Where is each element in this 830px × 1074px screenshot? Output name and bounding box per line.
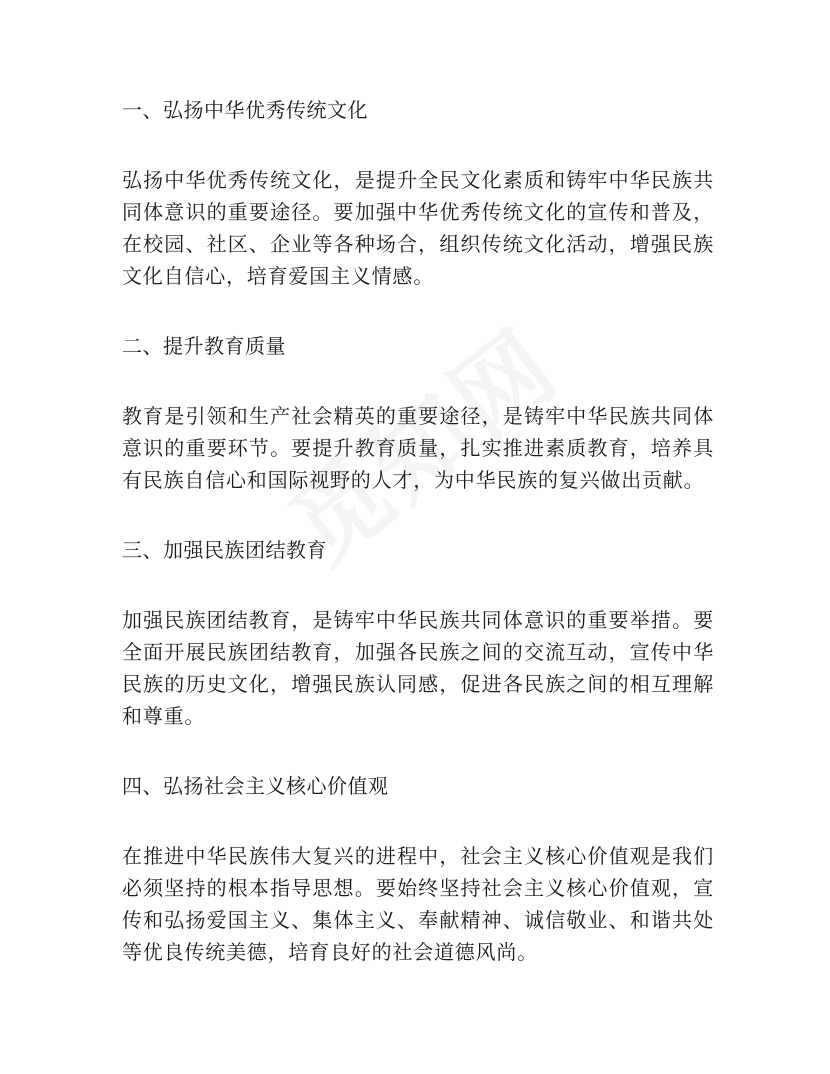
section-heading: 四、弘扬社会主义核心价值观	[122, 774, 389, 798]
section-4	[122, 770, 714, 968]
section-paragraph: 在推进中华民族伟大复兴的进程中，社会主义核心价值观是我们必须坚持的根本指导思想。要始终坚持社会主义核心价值观，宣传和弘扬爱国主义、集体主义、奉献精神、诚信敬业、和谐共处等优良传统美德，培育良好的社会道德风尚。	[122, 844, 714, 964]
section-paragraph: 弘扬中华优秀传统文化，是提升全民文化素质和铸牢中华民族共同体意识的重要途径。要加强中华优秀传统文化的宣传和普及，在校园、社区、企业等各种场合，组织传统文化活动，增强民族文化自信心，培育爱国主义情感。	[122, 168, 714, 288]
section-paragraph: 加强民族团结教育，是铸牢中华民族共同体意识的重要举措。要全面开展民族团结教育，加强各民族之间的交流互动，宣传中华民族的历史文化，增强民族认同感，促进各民族之间的相互理解和尊重。	[122, 608, 714, 728]
section-heading: 二、提升教育质量	[122, 334, 286, 358]
section-3	[122, 534, 714, 732]
document-body	[122, 94, 714, 1006]
section-heading: 三、加强民族团结教育	[122, 538, 327, 562]
section-2	[122, 330, 714, 496]
section-paragraph: 教育是引领和生产社会精英的重要途径，是铸牢中华民族共同体意识的重要环节。要提升教育质量，扎实推进素质教育，培养具有民族自信心和国际视野的人才，为中华民族的复兴做出贡献。	[122, 404, 714, 492]
section-1	[122, 94, 714, 292]
section-heading: 一、弘扬中华优秀传统文化	[122, 98, 368, 122]
